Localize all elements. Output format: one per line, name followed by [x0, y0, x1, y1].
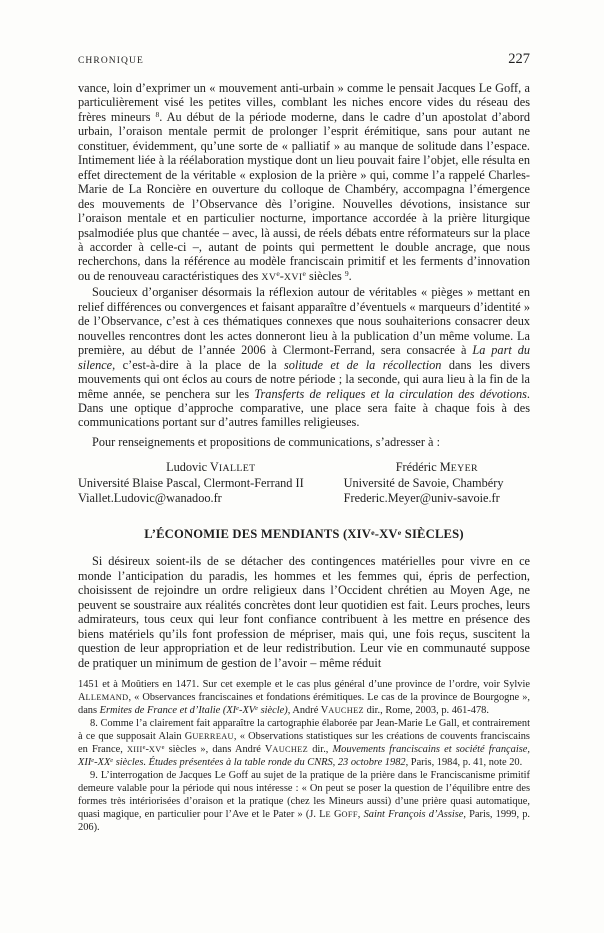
- section-heading-economie-mendiants: L’ÉCONOMIE DES MENDIANTS (XIVe-XVe SIÈCLES): [144, 527, 464, 542]
- running-title: CHRONIQUE: [78, 56, 144, 66]
- contact-name: Frédéric MEYER: [395, 460, 478, 475]
- contact-block: [78, 460, 530, 506]
- footnote-9: 9. L’interrogation de Jacques Le Goff au sujet de la pratique de la prière dans le Franciscanisme primitif demeure valable pour la période qui nous intéresse : « On peut se poser la question de l’équilibre entre des formes très intériorisées d’oraison et la pratique (chez les Mineurs aussi) d’une prière quasi automatique, quasi magique, en particulier pour l’Ave et le Pater » (J. LE GOFF, Saint François d’Assise, Paris, 1999, p. 206).: [78, 769, 531, 833]
- chronique-section: [78, 81, 530, 670]
- paragraph-contact-intro: Pour renseignements et propositions de communications, s’adresser à :: [92, 434, 440, 449]
- page-number: 227: [508, 51, 530, 67]
- footnote-7-continuation: 1451 et à Moûtiers en 1471. Sur cet exemple et le cas plus général d’une province de l’ordre, voir Sylvie ALLEMAND, « Observances franciscaines et fondations érémitiques. Le cas de la province de Bourgogne », dans Ermites de France et d’Italie (XIe-XVe siècle), André VAUCHEZ dir., Rome, 2003, p. 461-478.: [78, 678, 530, 716]
- footnote-8: 8. Comme l’a clairement fait apparaître la cartographie élaborée par Jean-Marie Le Gall, et contrairement à ce que supposait Alain GUERREAU, « Observations statistiques sur les créations de couvents franciscains en France, XIIIe-XVe siècles », dans André VAUCHEZ dir., Mouvements franciscains et société française, XIIe-XXe siècles. Études présentées à la table ronde du CNRS, 23 octobre 1982, Paris, 1984, p. 41, note 20.: [78, 717, 530, 768]
- contact-meyer: [344, 460, 530, 506]
- contact-affiliation: Université de Savoie, Chambéry: [343, 476, 504, 491]
- footnotes-block: [78, 678, 530, 834]
- paragraph-mendicants-intro: Si désireux soient-ils de se détacher des contingences matérielles pour vivre en ce monde l’anticipation du paradis, les hommes et les femmes qui, épris de perfection, choisissent de rejoindre un ordre religieux dans l’Occident chrétien au Moyen Age, ne peuvent se soustraire aux réalités concrètes dont leur quotidien est fait. Leurs proches, leurs admirateurs, tous ceux qui leur font confiance contribuent à les mettre en présence des biens matériels qu’ils font profession de mépriser, mais qui, une fois reçus, suscitent la question de leur appropriation et de leur redistribution. Leur vie en communauté suppose de pratiquer un minimum de gestion de l’avoir – même réduit: [78, 554, 530, 670]
- page-header: [78, 51, 530, 68]
- contact-name: Ludovic VIALLET: [166, 460, 256, 475]
- text-block: [78, 51, 530, 834]
- paragraph-observance-continuation: vance, loin d’exprimer un « mouvement anti-urbain » comme le pensait Jacques Le Goff, a particulièrement visé les petites villes, comblant les niches encore vides du réseau des frères mineurs $^8$. Au début de la période moderne, dans le cadre d’un apostolat d’abord urbain, l’oraison mentale permit de prolonger l’esprit érémitique, sans pour autant ne constituer, évidemment, qu’une sorte de « palliatif » au manque de solitude dans l’espace. Intimement liée à la réélaboration mystique dont un lieu pouvait faire l’objet, elle résulta en effet directement de la véritable « explosion de la prière » qui, comme l’a rappelé Charles-Marie de La Roncière en ouverture du colloque de Chambéry, accompagna l’émergence des mouvements de l’Observance dès l’origine. Nouvelles dévotions, insistance sur l’oraison mentale et en particulier nocturne, importance accordée à la prière liturgique psalmodiée plus que chantée – avec, là aussi, de réels débats entre réformateurs sur la place à accorder à celle-ci –, autant de points qui permettent le double ancrage, que nous recherchons, dans la référence au modèle franciscain primitif et les ferments d’innovation ou de renouveau caractéristiques des XVe-XVIe siècles $^9$.: [78, 81, 530, 283]
- paragraph-colloquium-projects: Soucieux d’organiser désormais la réflexion autour de véritables « pièges » mettant en relief différences ou convergences et faisant apparaître d’éventuels « marqueurs d’identité » de l’Observance, c’est à ces thématiques connexes que nous souhaiterions consacrer deux nouvelles rencontres dont les actes donneront lieu à la publication d’un même volume. La première, au début de l’année 2006 à Clermont-Ferrand, sera consacrée à La part du silence, c’est-à-dire à la place de la solitude et de la récollection dans les divers mouvements qui ont éclos au cours de notre période ; la seconde, qui aura lieu à la fin de la même année, se penchera sur les Transferts de reliques et la circulation des dévotions. Dans une optique d’approche comparative, une place sera faite à chaque fois à des communications portant sur d’autres familles religieuses.: [78, 285, 531, 430]
- contact-affiliation: Université Blaise Pascal, Clermont-Ferrand II: [78, 476, 304, 491]
- contact-email: Viallet.Ludovic@wanadoo.fr: [78, 491, 222, 506]
- contact-viallet: [78, 460, 344, 506]
- contact-email: Frederic.Meyer@univ-savoie.fr: [343, 491, 500, 506]
